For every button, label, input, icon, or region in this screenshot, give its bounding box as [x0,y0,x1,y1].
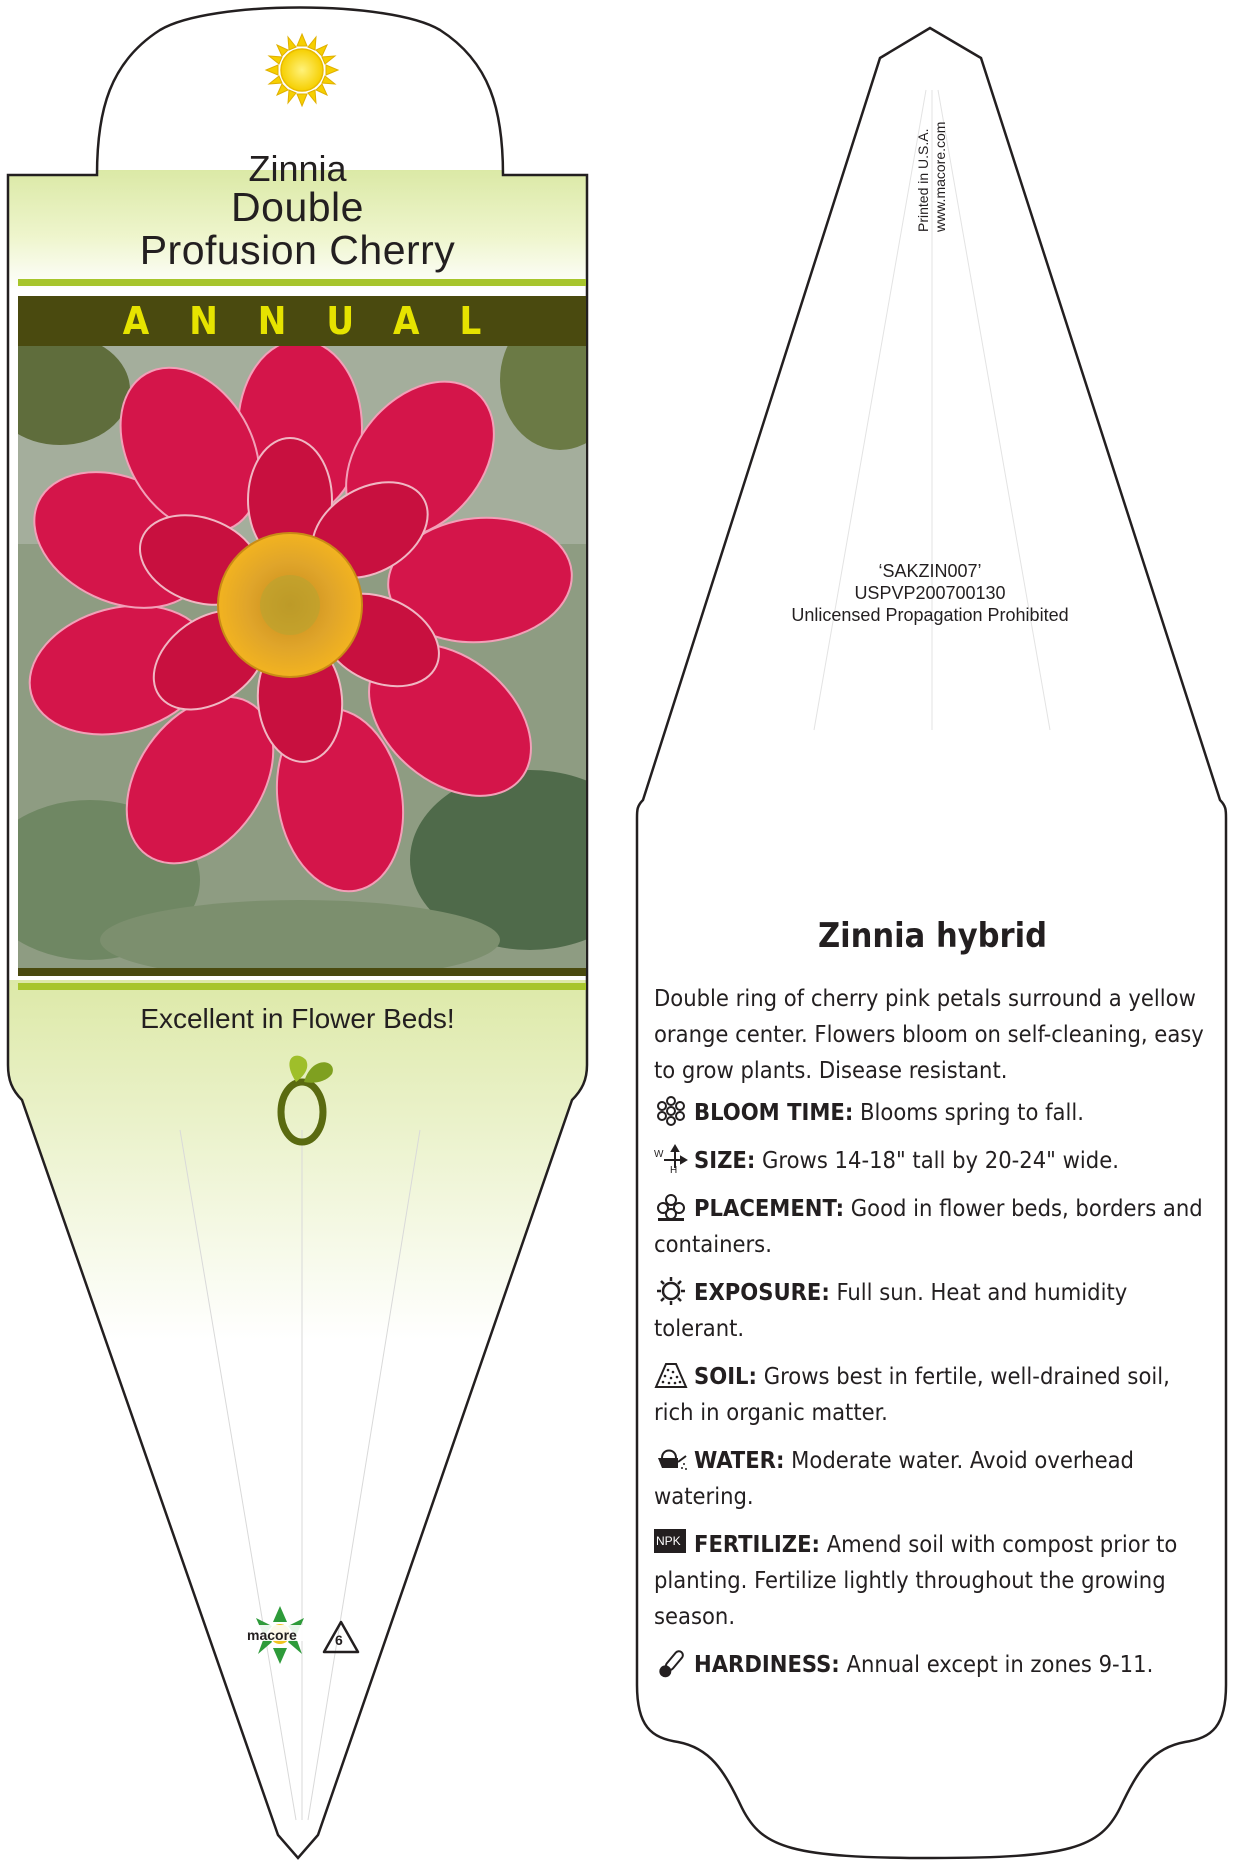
info-text: Grows 14-18" tall by 20-24" wide. [762,1146,1119,1174]
info-label: WATER: [694,1446,785,1474]
info-label: SOIL: [694,1362,757,1390]
info-fertilize [654,1526,1214,1634]
info-label: BLOOM TIME: [694,1098,854,1126]
sun-outline-icon [654,1276,688,1306]
info-exposure [654,1274,1214,1346]
flower-icon [654,1096,688,1126]
variety-code: ‘SAKZIN007’ [878,561,982,581]
back-title: Zinnia hybrid [817,916,1048,956]
brand-name: macore [247,1627,297,1643]
size-arrows-icon [654,1144,688,1174]
info-text: Good in flower beds, borders and containers. [654,1194,1203,1258]
soil-pile-icon [654,1360,688,1390]
npk-icon [654,1528,688,1558]
recycle-code: 6 [335,1632,343,1648]
info-water [654,1442,1214,1514]
cultivar-line-1: Double [231,184,364,230]
info-text: Amend soil with compost prior to planting. Fertilize lightly throughout the growing season. [654,1530,1178,1630]
care-info [654,980,1214,1694]
watering-can-icon [654,1444,688,1474]
info-soil [654,1358,1214,1430]
info-hardiness [654,1646,1214,1682]
info-text: Blooms spring to fall. [860,1098,1084,1126]
website: www.macore.com [932,121,948,232]
printed-in: Printed in U.S.A. [915,128,931,232]
genus-name: Zinnia [248,148,347,189]
printed-credit [915,122,949,232]
info-bloom-time [654,1094,1214,1130]
category-label: ANNUAL [122,299,522,343]
thermometer-icon [654,1648,688,1678]
info-text: Moderate water. Avoid overhead watering. [654,1446,1134,1510]
flower-photo [0,310,650,980]
size-icon-w: W [654,1149,664,1160]
info-size [654,1142,1214,1178]
info-text: Annual except in zones 9-11. [846,1650,1154,1678]
info-text: Full sun. Heat and humidity tolerant. [654,1278,1128,1342]
info-label: EXPOSURE: [694,1278,830,1306]
info-placement [654,1190,1214,1262]
info-label: HARDINESS: [694,1650,840,1678]
npk-icon-text: NPK [656,1534,681,1548]
size-icon-h: H [670,1165,678,1176]
propagation-notice: Unlicensed Propagation Prohibited [791,605,1069,625]
full-sun-icon [266,34,338,106]
placement-icon [654,1192,688,1222]
cultivar-line-2: Profusion Cherry [139,227,456,273]
info-label: FERTILIZE: [694,1530,820,1558]
info-label: PLACEMENT: [694,1194,845,1222]
description: Double ring of cherry pink petals surround a yellow orange center. Flowers bloom on self-cleaning, easy to grow plants. Disease resistant. [654,984,1204,1084]
patent-block [640,560,1220,626]
cultivar-name [0,186,595,272]
info-label: SIZE: [694,1146,756,1174]
patent-number: USPVP200700130 [854,583,1006,603]
tagline: Excellent in Flower Beds! [140,1003,455,1034]
info-text: Grows best in fertile, well-drained soil, rich in organic matter. [654,1362,1170,1426]
